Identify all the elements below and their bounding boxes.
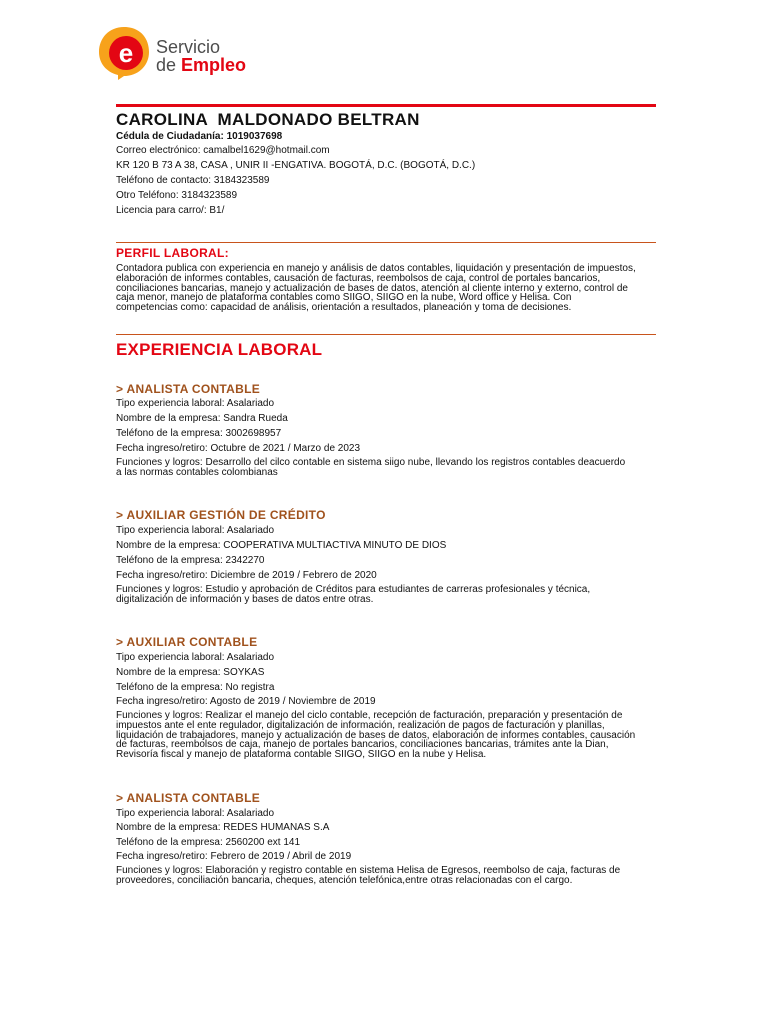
profile-line: conciliaciones bancarias, manejo y actualización de bases de datos, atención al cliente interno y externo, control de bbox=[116, 282, 628, 294]
profile-divider bbox=[116, 242, 656, 243]
job-dates: Fecha ingreso/retiro: Diciembre de 2019 / Febrero de 2020 bbox=[116, 570, 377, 581]
job-type: Tipo experiencia laboral: Asalariado bbox=[116, 808, 275, 819]
job-functions bbox=[116, 711, 661, 760]
job-phone: Teléfono de la empresa: 2342270 bbox=[116, 555, 265, 566]
job-functions-line: de facturas, reembolsos de caja, manejo de portales bancarios, conciliaciones bancarias, trámites ante la Dian, bbox=[116, 739, 609, 751]
job-company: Nombre de la empresa: SOYKAS bbox=[116, 667, 265, 678]
job-company: Nombre de la empresa: REDES HUMANAS S.A bbox=[116, 822, 330, 833]
job-functions-line: Funciones y logros: Elaboración y registro contable en sistema Helisa de Egresos, reembolso de caja, facturas de bbox=[116, 865, 621, 876]
email: Correo electrónico: camalbel1629@hotmail.com bbox=[116, 145, 330, 156]
job-phone: Teléfono de la empresa: 3002698957 bbox=[116, 428, 282, 439]
logo-line-1: Servicio bbox=[156, 37, 221, 57]
job-functions-line: Revisoría fiscal y manejo de plataforma contable SIIGO, SIIGO en la nube y Helisa. bbox=[116, 749, 487, 761]
experience-divider bbox=[116, 334, 656, 335]
job-company: Nombre de la empresa: Sandra Rueda bbox=[116, 413, 288, 424]
job-dates: Fecha ingreso/retiro: Agosto de 2019 / Noviembre de 2019 bbox=[116, 696, 376, 707]
job-type: Tipo experiencia laboral: Asalariado bbox=[116, 525, 275, 536]
job-functions-line: proveedores, conciliación bancaria, cheques, atención telefónica,entre otras relacionadas con el cargo. bbox=[116, 874, 573, 886]
candidate-name: CAROLINA MALDONADO BELTRAN bbox=[116, 110, 420, 129]
job-functions-line: liquidación de trabajadores, manejo y actualización de bases de datos, elaboración de informes contables, causación bbox=[116, 729, 636, 741]
logo-line-2-prefix: de bbox=[156, 55, 182, 75]
job-functions-line: Funciones y logros: Desarrollo del cilco contable en sistema siigo nube, llevando los registros contables deacuerdo bbox=[116, 457, 626, 468]
other-phone: Otro Teléfono: 3184323589 bbox=[116, 190, 238, 201]
logo-brand: Empleo bbox=[181, 55, 247, 75]
job-functions bbox=[116, 866, 661, 886]
job-phone: Teléfono de la empresa: No registra bbox=[116, 682, 275, 693]
job-functions-line: Funciones y logros: Realizar el manejo del ciclo contable, recepción de facturación, preparación y presentación de bbox=[116, 710, 623, 721]
cedula: Cédula de Ciudadanía: 1019037698 bbox=[116, 131, 283, 142]
job-type: Tipo experiencia laboral: Asalariado bbox=[116, 652, 275, 663]
logo-wordmark bbox=[156, 38, 246, 74]
profile-heading: PERFIL LABORAL: bbox=[116, 246, 229, 260]
job-title: > AUXILIAR CONTABLE bbox=[116, 635, 258, 649]
job-company: Nombre de la empresa: COOPERATIVA MULTIACTIVA MINUTO DE DIOS bbox=[116, 540, 447, 551]
address: KR 120 B 73 A 38, CASA , UNIR II -ENGATIVA. BOGOTÁ, D.C. (BOGOTÁ, D.C.) bbox=[116, 160, 476, 171]
job-functions-line: digitalización de información y bases de datos entre otras. bbox=[116, 593, 374, 605]
experience-heading: EXPERIENCIA LABORAL bbox=[116, 340, 323, 359]
job-functions bbox=[116, 458, 661, 478]
job-dates: Fecha ingreso/retiro: Octubre de 2021 / Marzo de 2023 bbox=[116, 443, 361, 454]
servicio-empleo-logo bbox=[96, 24, 266, 88]
profile-line: competencias como: capacidad de análisis, orientación a resultados, planeación y toma de decisiones. bbox=[116, 302, 572, 314]
job-functions-line: impuestos ante el ente regulador, digitalización de información, realización de pagos de facturación y planillas, bbox=[116, 719, 605, 731]
job-dates: Fecha ingreso/retiro: Febrero de 2019 / Abril de 2019 bbox=[116, 851, 352, 862]
logo-mark-icon bbox=[96, 24, 152, 82]
job-functions-line: a las normas contables colombianas bbox=[116, 466, 278, 478]
profile-line: caja menor, manejo de plataforma contables como SIIGO, SIIGO en la nube, Word office y Helisa. Con bbox=[116, 292, 572, 304]
profile-line: elaboración de informes contables, causación de facturas, reembolsos de caja, control de portales bancarios, bbox=[116, 272, 601, 284]
job-title: > AUXILIAR GESTIÓN DE CRÉDITO bbox=[116, 508, 326, 522]
profile-line: Contadora publica con experiencia en manejo y análisis de datos contables, liquidación y presentación de impuestos, bbox=[116, 263, 636, 274]
header-divider bbox=[116, 104, 656, 107]
job-functions bbox=[116, 585, 661, 605]
logo-line-2 bbox=[156, 56, 246, 74]
job-title: > ANALISTA CONTABLE bbox=[116, 791, 261, 805]
job-functions-line: Funciones y logros: Estudio y aprobación de Créditos para estudiantes de carreras profesionales y técnica, bbox=[116, 584, 591, 595]
logo-letter: e bbox=[118, 38, 134, 68]
contact-phone: Teléfono de contacto: 3184323589 bbox=[116, 175, 270, 186]
job-type: Tipo experiencia laboral: Asalariado bbox=[116, 398, 275, 409]
driver-license: Licencia para carro/: B1/ bbox=[116, 205, 225, 216]
profile-text bbox=[116, 264, 661, 313]
job-phone: Teléfono de la empresa: 2560200 ext 141 bbox=[116, 837, 301, 848]
job-title: > ANALISTA CONTABLE bbox=[116, 382, 261, 396]
